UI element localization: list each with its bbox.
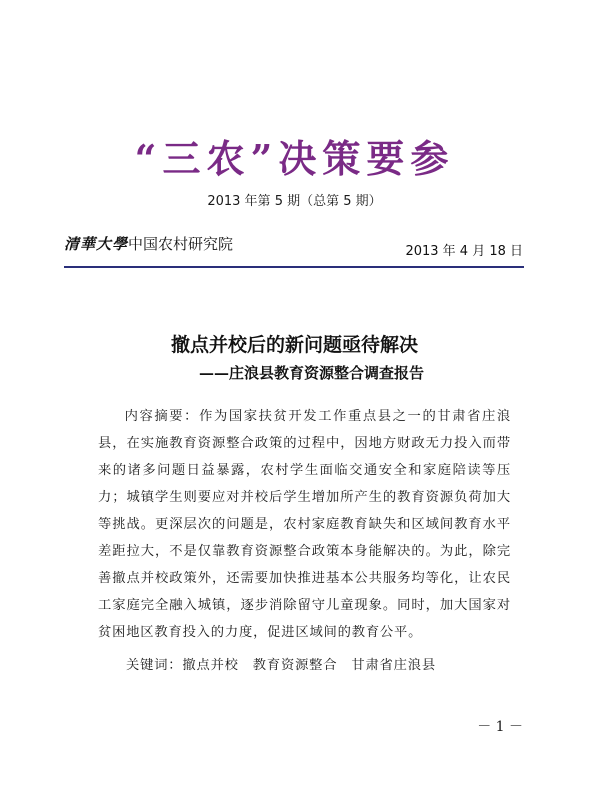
abstract-text: 作为国家扶贫开发工作重点县之一的甘肃省庄浪县，在实施教育资源整合政策的过程中，因地方财政无力投入而带来的诸多问题日益暴露，农村学生面临交通安全和家庭陪读等压力；城镇学生则要应对并校后学生增加所产生的教育资源负荷加大等挑战。更深层次的问题是，农村家庭教育缺失和区域间教育水平差距拉大，不是仅靠教育资源整合政策本身能解决的。为此，除完善撤点并校政策外，还需要加快推进基本公共服务均等化，让农民工家庭完全融入城镇，逐步消除留守儿童现象。同时，加大国家对贫困地区教育投入的力度，促进区域间的教育公平。	[98, 409, 511, 640]
keyword: 撤点并校	[182, 658, 239, 673]
abstract-label: 内容摘要：	[124, 409, 200, 424]
page-number: － 1 －	[477, 719, 523, 735]
keywords	[126, 654, 450, 673]
article-subtitle: ——庄浪县教育资源整合调查报告	[198, 364, 424, 382]
publication-date: 2013 年 4 月 18 日	[405, 244, 523, 259]
keyword: 教育资源整合	[252, 658, 338, 673]
keywords-label: 关键词：	[126, 658, 183, 673]
masthead-title: “三农”决策要参	[134, 136, 455, 181]
publisher	[64, 233, 233, 254]
abstract	[98, 403, 511, 646]
article-title: 撤点并校后的新问题亟待解决	[170, 334, 418, 356]
keyword: 甘肃省庄浪县	[351, 658, 436, 673]
issue-number: 2013 年第 5 期（总第 5 期）	[207, 194, 382, 209]
university-logo-text: 清華大學	[64, 235, 129, 253]
header-divider	[64, 266, 524, 268]
publisher-org: 中国农村研究院	[128, 235, 234, 253]
